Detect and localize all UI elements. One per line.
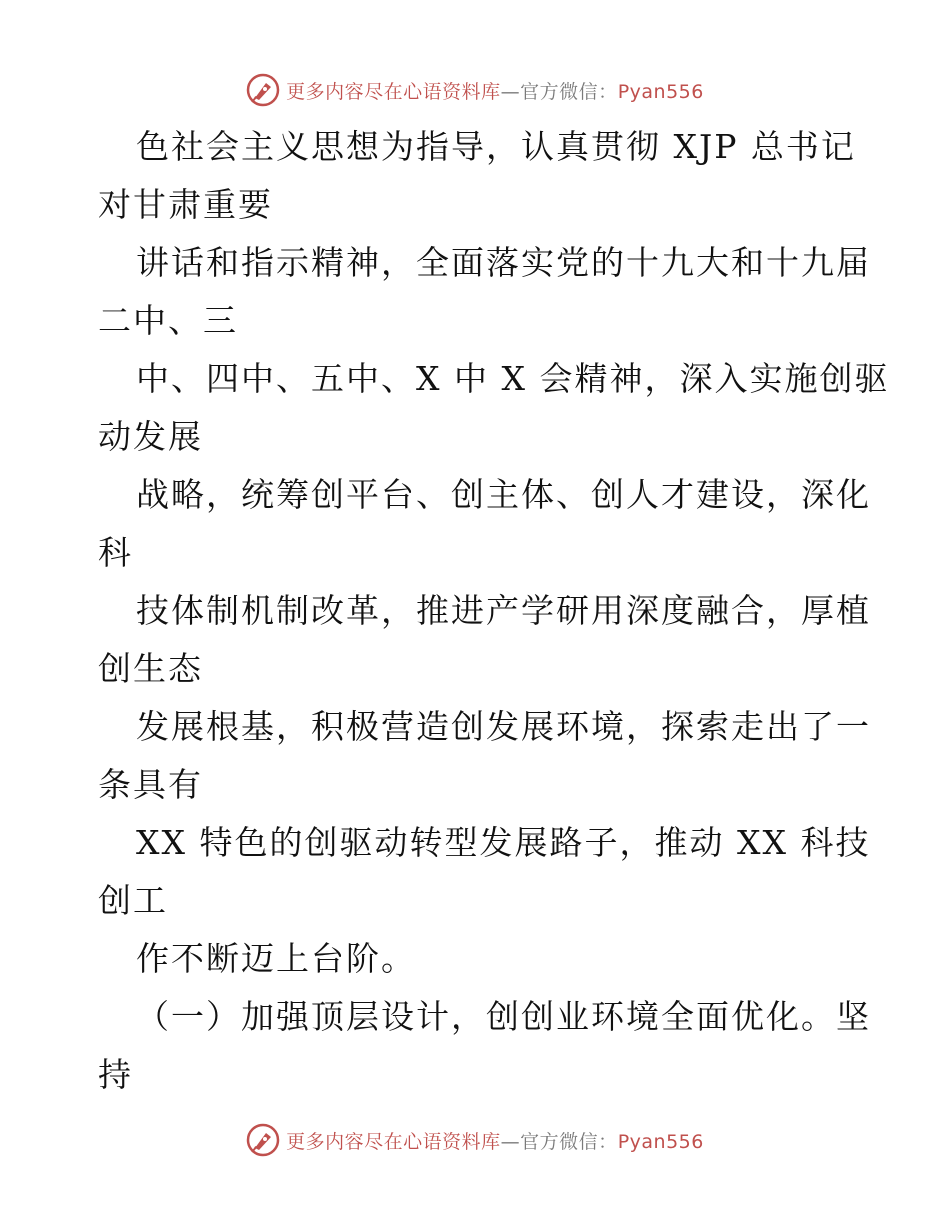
text-line: 中、四中、五中、X 中 X 会精神，深入实施创驱 — [136, 359, 890, 398]
text-line: 讲话和指示精神，全面落实党的十九大和十九届 — [136, 243, 871, 282]
text-line: 动发展 — [98, 417, 203, 456]
banner-text — [286, 77, 704, 104]
banner-main-text: 更多内容尽在心语资料库 — [286, 80, 501, 103]
text-line: 持 — [98, 1055, 133, 1094]
pen-nib-logo-icon — [246, 73, 280, 107]
text-line: 作不断迈上台阶。 — [136, 939, 416, 978]
text-line: 科 — [98, 533, 133, 572]
banner-account-text: Pyan556 — [617, 1130, 704, 1153]
document-body — [98, 118, 890, 1104]
text-line: 技体制机制改革，推进产学研用深度融合，厚植 — [136, 591, 871, 630]
text-line: 战略，统筹创平台、创主体、创人才建设，深化 — [136, 475, 871, 514]
text-line: 发展根基，积极营造创发展环境，探索走出了一 — [136, 707, 871, 746]
banner-official-text: —官方微信： — [500, 1130, 618, 1153]
banner-main-text: 更多内容尽在心语资料库 — [286, 1130, 501, 1153]
banner-text — [286, 1127, 704, 1154]
text-line: 二中、三 — [98, 301, 238, 340]
text-line: 条具有 — [98, 765, 203, 804]
text-line: XX 特色的创驱动转型发展路子，推动 XX 科技 — [136, 823, 871, 862]
banner-official-text: —官方微信： — [500, 80, 618, 103]
header-banner — [0, 70, 950, 110]
banner-account-text: Pyan556 — [617, 80, 704, 103]
footer-banner — [0, 1120, 950, 1160]
text-line: 色社会主义思想为指导，认真贯彻 XJP 总书记 — [136, 127, 856, 166]
text-line: 创工 — [98, 881, 168, 920]
text-line: （一）加强顶层设计，创创业环境全面优化。坚 — [136, 997, 871, 1036]
text-line: 创生态 — [98, 649, 203, 688]
pen-nib-logo-icon — [246, 1123, 280, 1157]
text-line: 对甘肃重要 — [98, 185, 273, 224]
